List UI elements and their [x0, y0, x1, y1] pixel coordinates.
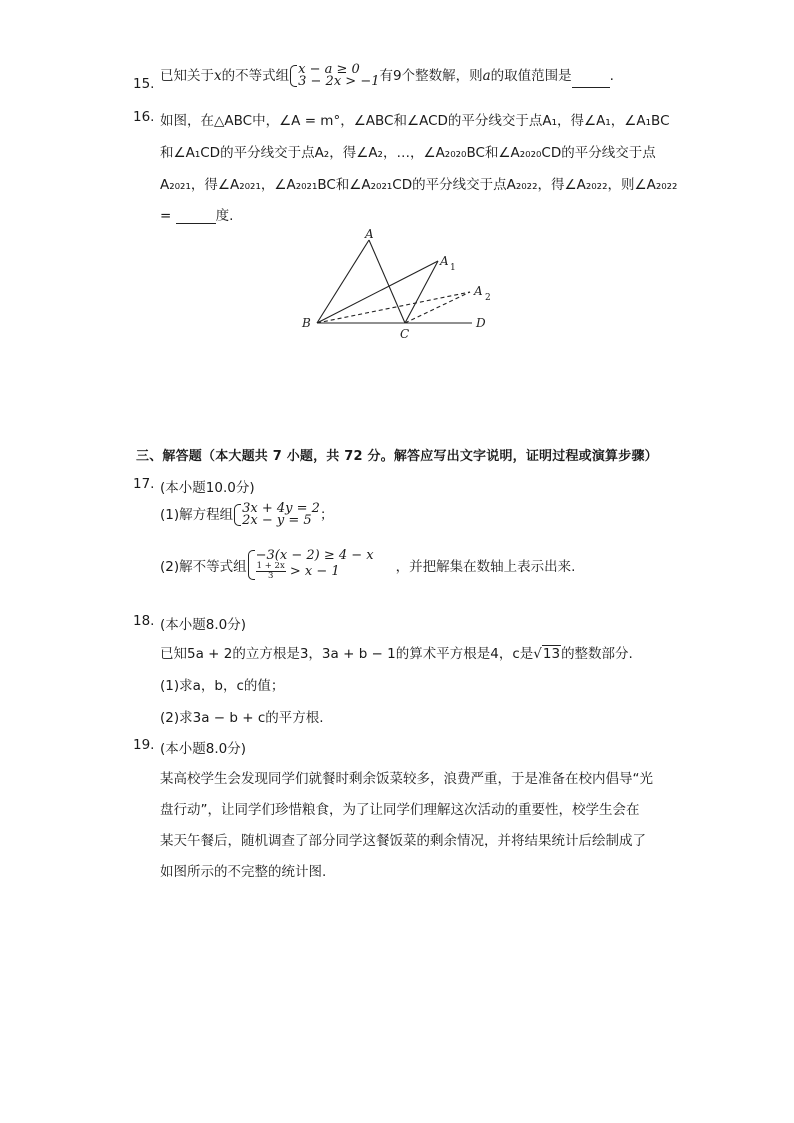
question-number: 15.: [133, 76, 155, 92]
label-A1-sub: 1: [450, 263, 456, 273]
segment-AC: [369, 240, 405, 323]
label-A2: A: [474, 284, 483, 298]
question-19-line1: 某高校学生会发现同学们就餐时剩余饭菜较多，浪费严重，于是准备在校内倡导“光: [160, 771, 653, 787]
question-19-line2: 盘行动”，让同学们珍惜粮食，为了让同学们理解这次活动的重要性，校学生会在: [160, 802, 640, 818]
label-A2-sub: 2: [485, 293, 491, 303]
question-15-text: 已知关于x的不等式组 x − a ≥ 0 3 − 2x > −1 有9个整数解，则a的取值范围是 .: [160, 62, 614, 89]
question-17-part2: (2)解不等式组 −3(x − 2) ≥ 4 − x $\frac{1 + 2x}{3} > x - 1$ ，并把解集在数轴上表示出来.: [160, 548, 576, 581]
triangle-figure: [290, 225, 510, 345]
inequality-system: x − a ≥ 0 3 − 2x > −1: [289, 64, 379, 88]
question-number: 18.: [133, 613, 155, 629]
equation-system: 3x + 4y = 2 2x − y = 5: [233, 503, 320, 527]
question-18-part1: (1)求a，b，c的值；: [160, 678, 285, 694]
question-score: (本小题10.0分): [160, 480, 255, 496]
fraction: $\frac{1 + 2x}{3}$: [256, 561, 285, 581]
sqrt-symbol: √: [533, 646, 542, 662]
question-18-statement: 已知5a + 2的立方根是3，3a + b − 1的算术平方根是4，c是√13的整数部分.: [160, 646, 633, 662]
answer-blank: [176, 209, 216, 224]
question-16-line2: 和∠A₁CD的平分线交于点A₂，得∠A₂，…，∠A₂₀₂₀BC和∠A₂₀₂₀CD的平分线交于点: [160, 145, 656, 161]
question-17-part1: (1)解方程组 3x + 4y = 2 2x − y = 5 ；: [160, 501, 334, 528]
segment-CA2: [405, 292, 470, 323]
inequality-system: −3(x − 2) ≥ 4 − x $\frac{1 + 2x}{3} > x - 1$: [247, 549, 374, 581]
question-number: 17.: [133, 476, 155, 492]
question-score: (本小题8.0分): [160, 617, 247, 633]
question-18-part2: (2)求3a − b + c的平方根.: [160, 710, 324, 726]
segment-BA1: [317, 261, 438, 323]
question-16-line3: A₂₀₂₁，得∠A₂₀₂₁，∠A₂₀₂₁BC和∠A₂₀₂₁CD的平分线交于点A₂₀₂₂，得∠A₂₀₂₂，则∠A₂₀₂₂: [160, 177, 678, 193]
question-number: 19.: [133, 737, 155, 753]
question-19-line3: 某天午餐后，随机调查了部分同学这餐饭菜的剩余情况，并将结果统计后绘制成了: [160, 833, 646, 849]
segment-CA1: [405, 261, 438, 323]
label-A: A: [365, 227, 374, 241]
label-A1: A: [440, 254, 449, 268]
answer-blank: [572, 73, 610, 88]
question-16-line4: = 度.: [160, 208, 234, 224]
label-B: B: [302, 316, 311, 330]
question-16-line1: 如图，在△ABC中，∠A = m°，∠ABC和∠ACD的平分线交于点A₁，得∠A₁，∠A₁BC: [160, 113, 670, 129]
segment-BA: [317, 240, 369, 323]
question-19-line4: 如图所示的不完整的统计图.: [160, 864, 327, 880]
label-D: D: [476, 316, 486, 330]
question-number: 16.: [133, 109, 155, 125]
section-heading: 三、解答题（本大题共 7 小题，共 72 分。解答应写出文字说明，证明过程或演算步骤）: [136, 449, 658, 464]
question-score: (本小题8.0分): [160, 741, 247, 757]
label-C: C: [400, 327, 410, 341]
